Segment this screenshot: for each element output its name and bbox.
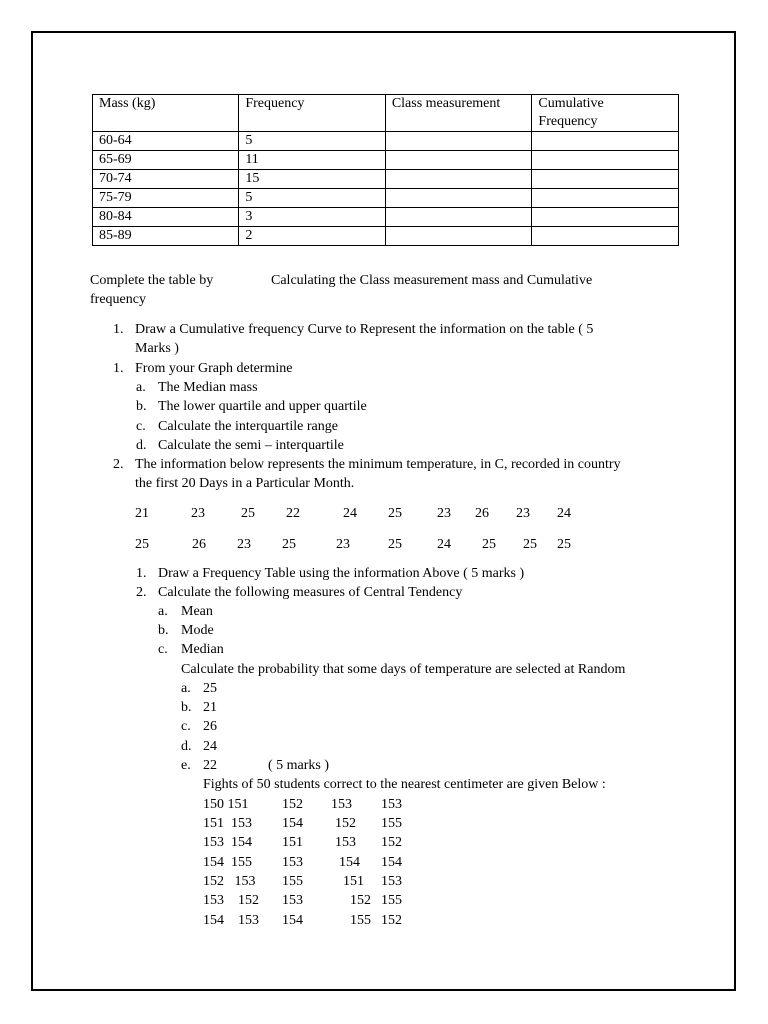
temperature-value: 23 (516, 506, 530, 521)
class-measurement-cell (385, 189, 532, 208)
mass-cell: 65-69 (93, 151, 239, 170)
frequency-cell: 5 (239, 132, 386, 151)
list-item: 24 (203, 739, 217, 754)
table-row (93, 151, 679, 170)
height-value: 155 (381, 893, 402, 908)
cumulative-frequency-cell (532, 189, 679, 208)
height-value: 153 (381, 874, 402, 889)
height-value: 152 153 (203, 874, 256, 889)
height-value: 151 (343, 874, 364, 889)
list-item: 25 (203, 681, 217, 696)
temperature-value: 23 (237, 537, 251, 552)
frequency-cell: 15 (239, 170, 386, 189)
list-item-mark: 2. (136, 585, 147, 600)
list-item: Mean (181, 604, 213, 619)
temperature-value: 25 (388, 537, 402, 552)
class-measurement-cell (385, 132, 532, 151)
temperature-value: 25 (482, 537, 496, 552)
temperature-value: 23 (437, 506, 451, 521)
cumulative-frequency-cell (532, 227, 679, 246)
height-value: 151 (282, 835, 303, 850)
temperature-value: 25 (388, 506, 402, 521)
question-1b-text: From your Graph determine (135, 361, 293, 376)
header-line: Frequency (538, 114, 598, 129)
list-item-mark: c. (158, 642, 168, 657)
height-value: 155 (282, 874, 303, 889)
height-value: 153 154 (203, 835, 252, 850)
mass-cell: 75-79 (93, 189, 239, 208)
cumulative-frequency-cell (532, 208, 679, 227)
temperature-value: 25 (282, 537, 296, 552)
mass-cell: 60-64 (93, 132, 239, 151)
height-value: 154 (381, 855, 402, 870)
table-header-class-measurement: Class measurement (385, 95, 532, 132)
table-header-mass: Mass (kg) (93, 95, 239, 132)
document-page (31, 31, 736, 991)
list-item-mark: a. (136, 380, 146, 395)
mass-cell: 85-89 (93, 227, 239, 246)
height-value: 154 155 (203, 855, 252, 870)
temperature-value: 21 (135, 506, 149, 521)
list-item: Median (181, 642, 224, 657)
list-item: Calculate the interquartile range (158, 419, 338, 434)
height-value: 152 (350, 893, 371, 908)
list-item: Calculate the semi – interquartile (158, 438, 344, 453)
height-value: 152 (335, 816, 356, 831)
probability-text: Calculate the probability that some days of temperature are selected at Random (181, 662, 626, 677)
frequency-cell: 5 (239, 189, 386, 208)
list-item-mark: a. (181, 681, 191, 696)
question-2-line2: the first 20 Days in a Particular Month. (135, 476, 355, 491)
question-number: 1. (113, 361, 124, 376)
height-value: 153 (282, 855, 303, 870)
list-item: Draw a Frequency Table using the information Above ( 5 marks ) (158, 566, 525, 581)
table-header-row (93, 95, 679, 132)
height-value: 152 (381, 835, 402, 850)
height-value: 153 152 (203, 893, 259, 908)
temperature-value: 25 (241, 506, 255, 521)
frequency-cell: 3 (239, 208, 386, 227)
height-value: 153 (331, 797, 352, 812)
temperature-value: 22 (286, 506, 300, 521)
temperature-value: 23 (191, 506, 205, 521)
class-measurement-cell (385, 151, 532, 170)
frequency-table (92, 94, 679, 246)
class-measurement-cell (385, 170, 532, 189)
list-item-mark: e. (181, 758, 191, 773)
question-2-line1: The information below represents the minimum temperature, in C, recorded in country (135, 457, 621, 472)
cumulative-frequency-cell (532, 132, 679, 151)
intro-text-part3: frequency (90, 292, 146, 307)
table-row (93, 132, 679, 151)
intro-text-part1: Complete the table by (90, 273, 214, 288)
height-value: 155 (381, 816, 402, 831)
table-row (93, 189, 679, 208)
height-value: 152 (282, 797, 303, 812)
height-value: 154 153 (203, 913, 259, 928)
list-item: The Median mass (158, 380, 258, 395)
height-value: 155 (350, 913, 371, 928)
temperature-value: 25 (523, 537, 537, 552)
frequency-cell: 11 (239, 151, 386, 170)
list-item-mark: b. (181, 700, 192, 715)
temperature-value: 25 (135, 537, 149, 552)
list-item-mark: c. (181, 719, 191, 734)
table-header-cumulative-frequency (532, 95, 679, 132)
list-item: 22 (203, 758, 217, 773)
list-item: Mode (181, 623, 214, 638)
list-item-mark: b. (136, 399, 147, 414)
table-row (93, 208, 679, 227)
question-number: 2. (113, 457, 124, 472)
list-item-mark: b. (158, 623, 169, 638)
list-item-mark: c. (136, 419, 146, 434)
class-measurement-cell (385, 227, 532, 246)
height-value: 153 (282, 893, 303, 908)
list-item-mark: 1. (136, 566, 147, 581)
intro-text-part2: Calculating the Class measurement mass and Cumulative (271, 273, 593, 288)
mass-cell: 80-84 (93, 208, 239, 227)
list-item: Calculate the following measures of Central Tendency (158, 585, 463, 600)
height-value: 150 151 (203, 797, 249, 812)
list-item-mark: d. (136, 438, 147, 453)
question-1-line2: Marks ) (135, 341, 179, 356)
question-1-line1: Draw a Cumulative frequency Curve to Represent the information on the table ( 5 (135, 322, 594, 337)
heights-intro-text: Fights of 50 students correct to the nearest centimeter are given Below : (203, 777, 606, 792)
list-item: The lower quartile and upper quartile (158, 399, 367, 414)
height-value: 154 (282, 816, 303, 831)
height-value: 151 153 (203, 816, 252, 831)
height-value: 154 (282, 913, 303, 928)
frequency-cell: 2 (239, 227, 386, 246)
temperature-value: 24 (437, 537, 451, 552)
class-measurement-cell (385, 208, 532, 227)
question-number: 1. (113, 322, 124, 337)
height-value: 153 (381, 797, 402, 812)
cumulative-frequency-cell (532, 151, 679, 170)
temperature-value: 25 (557, 537, 571, 552)
height-value: 152 (381, 913, 402, 928)
header-line: Cumulative (538, 96, 604, 111)
temperature-value: 26 (475, 506, 489, 521)
list-item: 26 (203, 719, 217, 734)
table-header-frequency: Frequency (239, 95, 386, 132)
cumulative-frequency-cell (532, 170, 679, 189)
height-value: 154 (339, 855, 360, 870)
temperature-value: 24 (557, 506, 571, 521)
table-row (93, 227, 679, 246)
marks-note: ( 5 marks ) (268, 758, 330, 773)
height-value: 153 (335, 835, 356, 850)
list-item-mark: d. (181, 739, 192, 754)
list-item: 21 (203, 700, 217, 715)
temperature-value: 24 (343, 506, 357, 521)
mass-cell: 70-74 (93, 170, 239, 189)
list-item-mark: a. (158, 604, 168, 619)
temperature-value: 23 (336, 537, 350, 552)
table-row (93, 170, 679, 189)
temperature-value: 26 (192, 537, 206, 552)
